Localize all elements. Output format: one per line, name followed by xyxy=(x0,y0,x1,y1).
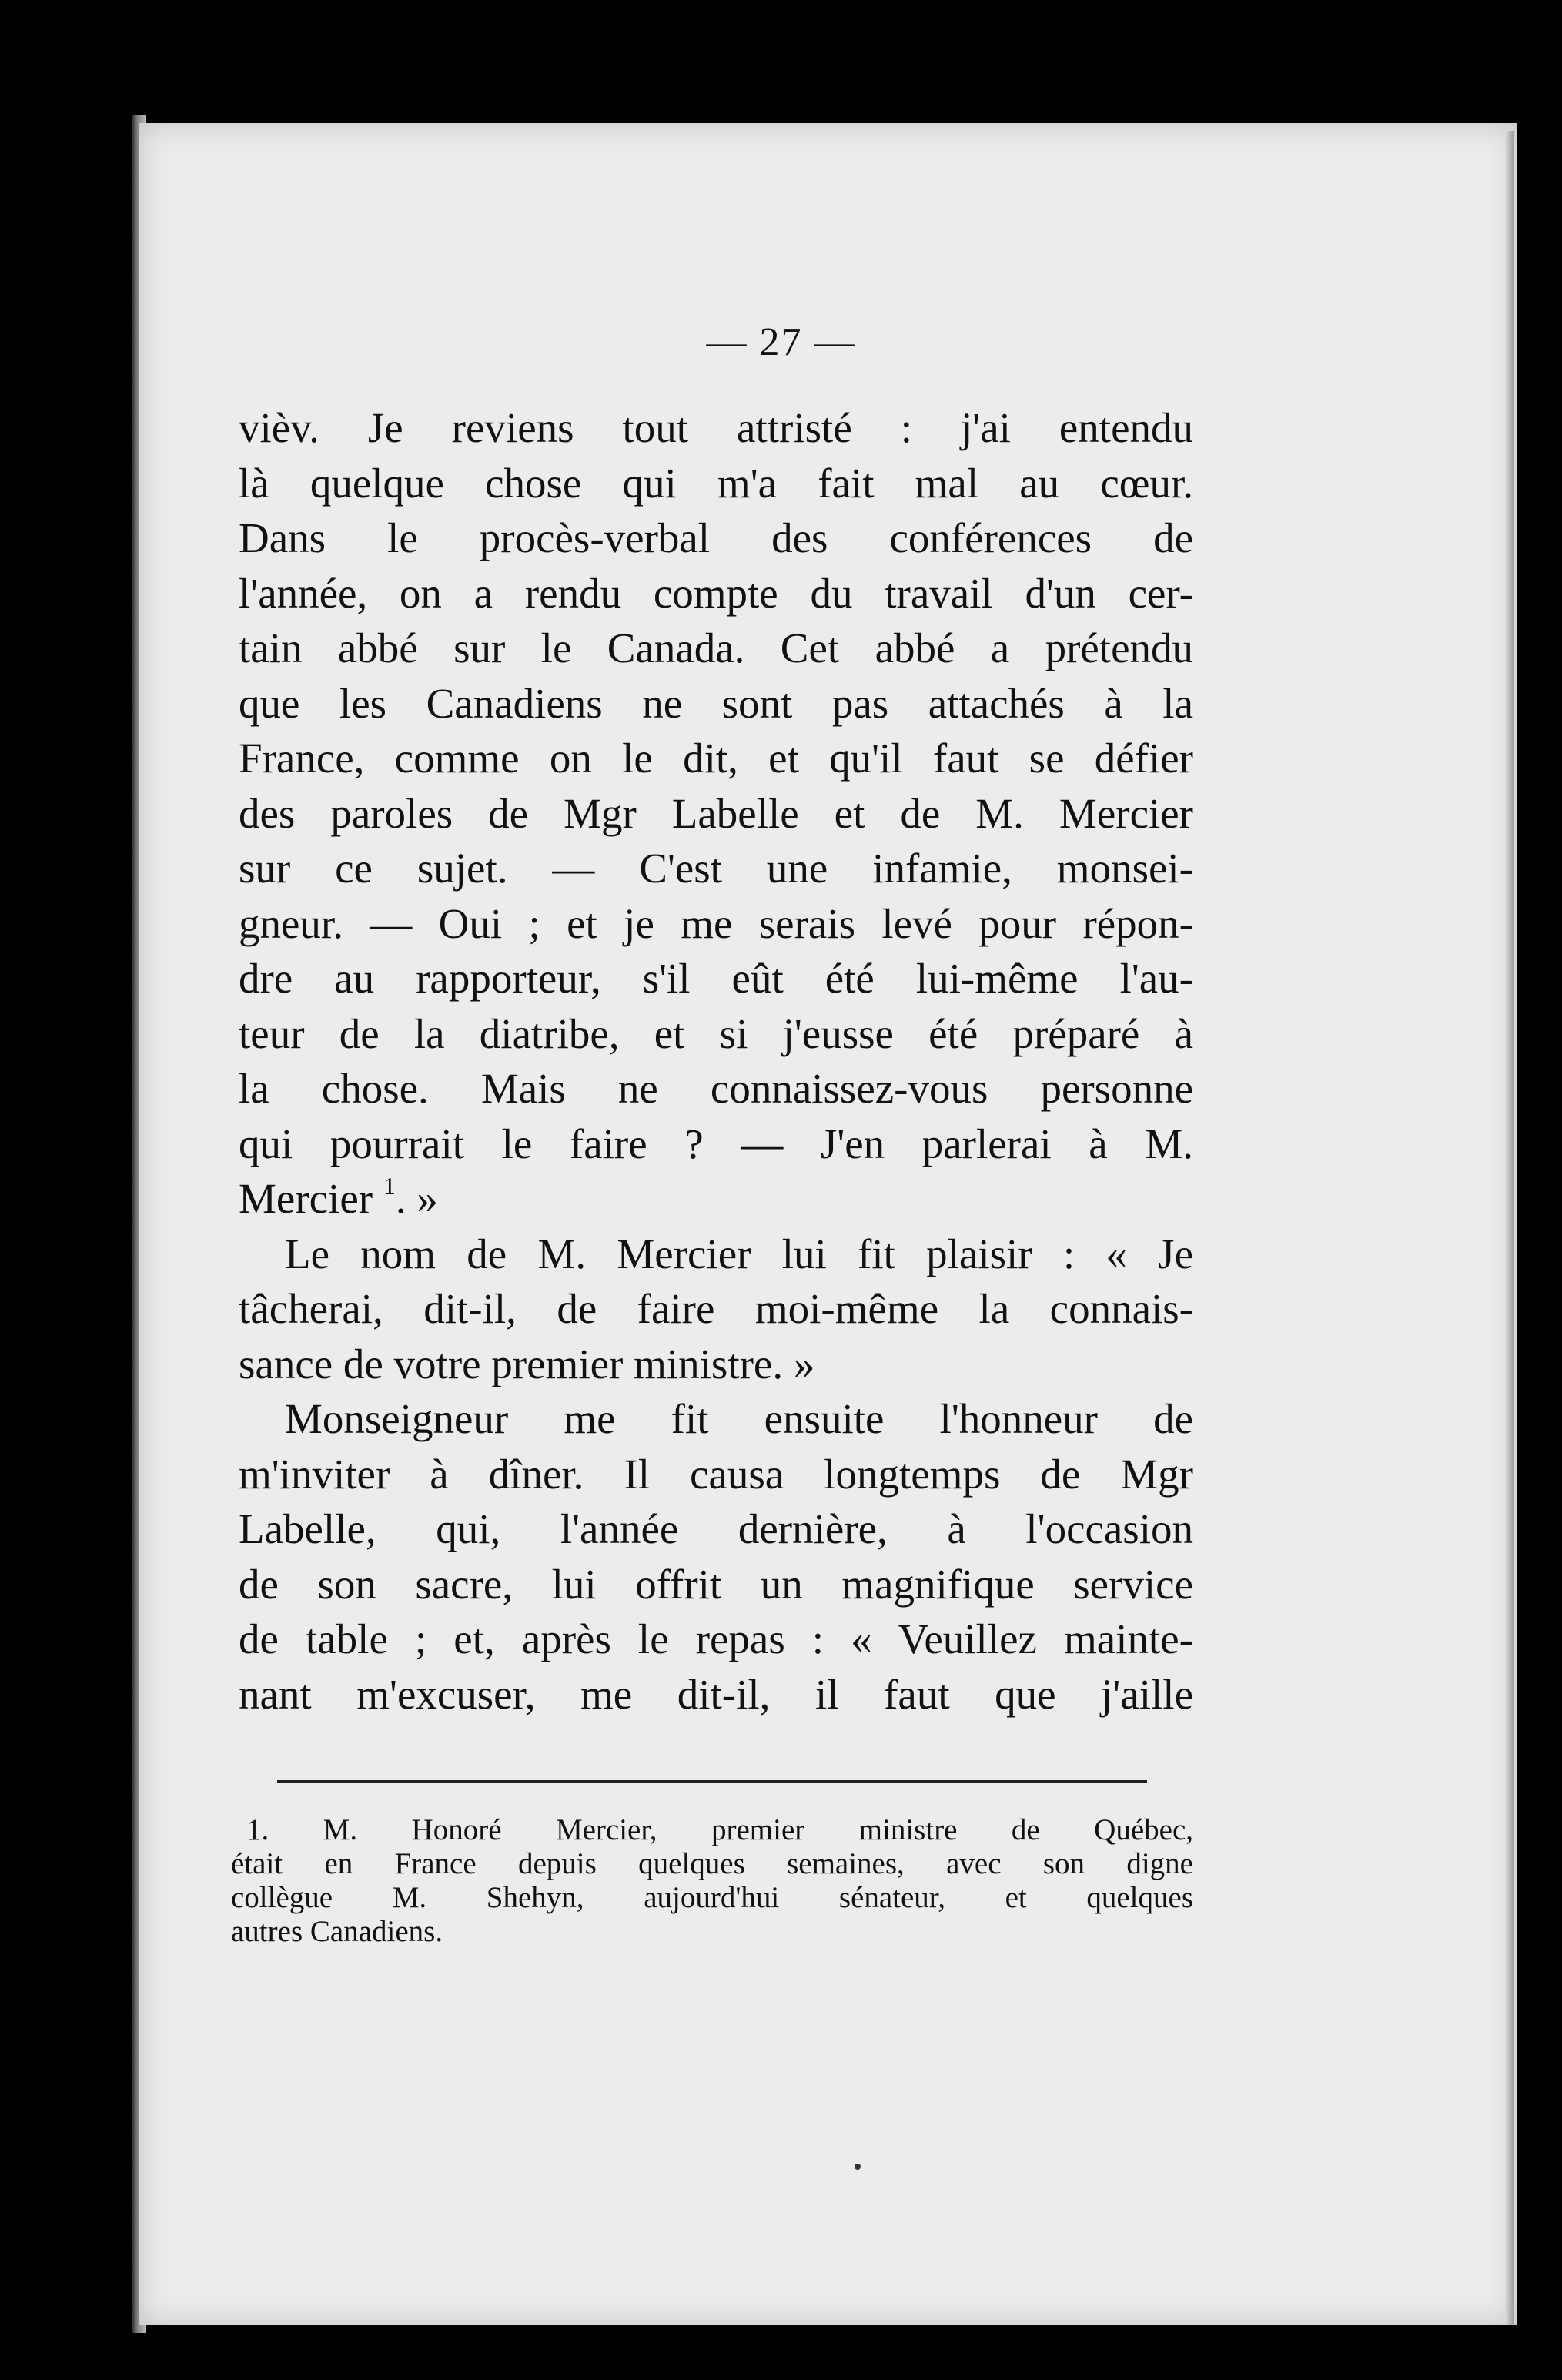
footnote xyxy=(231,1813,1193,1949)
text-line: vièv. Je reviens tout attristé : j'ai entendu xyxy=(239,404,1193,451)
text-line: Le nom de M. Mercier lui fit plaisir : « Je xyxy=(285,1230,1193,1277)
quote-close: . » xyxy=(395,1175,438,1222)
text-line: m'inviter à dîner. Il causa longtemps de Mgr xyxy=(239,1450,1193,1498)
body-text xyxy=(239,400,1193,1722)
text-line: dre au rapporteur, s'il eût été lui-même l'au- xyxy=(239,955,1193,1002)
footnote-text: M. Honoré Mercier, premier ministre de Québec, xyxy=(323,1813,1194,1846)
text-line: de son sacre, lui offrit un magnifique service xyxy=(239,1560,1193,1608)
text-line: Dans le procès-verbal des conférences de xyxy=(239,514,1193,561)
footnote-number: 1. xyxy=(246,1813,269,1846)
mercier-word: Mercier xyxy=(239,1175,373,1222)
text-line: Labelle, qui, l'année dernière, à l'occasion xyxy=(239,1505,1193,1552)
footnote-line: était en France depuis quelques semaines, avec son digne xyxy=(231,1847,1193,1880)
text-line: là quelque chose qui m'a fait mal au cœur. xyxy=(239,459,1193,507)
text-line: sance de votre premier ministre. » xyxy=(239,1340,815,1387)
text-line: l'année, on a rendu compte du travail d'un cer- xyxy=(239,569,1193,617)
footnote-separator xyxy=(277,1780,1147,1783)
text-line: teur de la diatribe, et si j'eusse été préparé à xyxy=(239,1009,1193,1057)
footnote-line-first xyxy=(231,1813,1193,1847)
text-line: qui pourrait le faire ? — J'en parlerai à M. xyxy=(239,1120,1193,1167)
text-line: Monseigneur me fit ensuite l'honneur de xyxy=(285,1395,1193,1442)
page-right-edge xyxy=(1505,131,1514,2325)
paper-speck xyxy=(855,2164,861,2170)
page-number: — 27 — xyxy=(706,320,856,364)
text-line: gneur. — Oui ; et je me serais levé pour répon- xyxy=(239,899,1193,947)
footnote-reference: 1 xyxy=(383,1172,396,1200)
text-line: France, comme on le dit, et qu'il faut se défier xyxy=(239,735,1193,782)
text-line: sur ce sujet. — C'est une infamie, monsei- xyxy=(239,845,1193,892)
text-line: des paroles de Mgr Labelle et de M. Mercier xyxy=(239,789,1193,837)
footnote-line: collègue M. Shehyn, aujourd'hui sénateur, et quelques xyxy=(231,1881,1193,1914)
text-line: nant m'excuser, me dit-il, il faut que j'aille xyxy=(239,1670,1193,1718)
text-line: que les Canadiens ne sont pas attachés à la xyxy=(239,679,1193,727)
text-line-footnote-ref xyxy=(239,1171,1193,1227)
footnote-line: autres Canadiens. xyxy=(231,1915,443,1948)
text-line: de table ; et, après le repas : « Veuillez mainte- xyxy=(239,1615,1193,1662)
text-line: la chose. Mais ne connaissez-vous personne xyxy=(239,1065,1193,1112)
text-line: tâcherai, dit-il, de faire moi-même la connais- xyxy=(239,1285,1193,1332)
text-line: tain abbé sur le Canada. Cet abbé a prétendu xyxy=(239,624,1193,671)
